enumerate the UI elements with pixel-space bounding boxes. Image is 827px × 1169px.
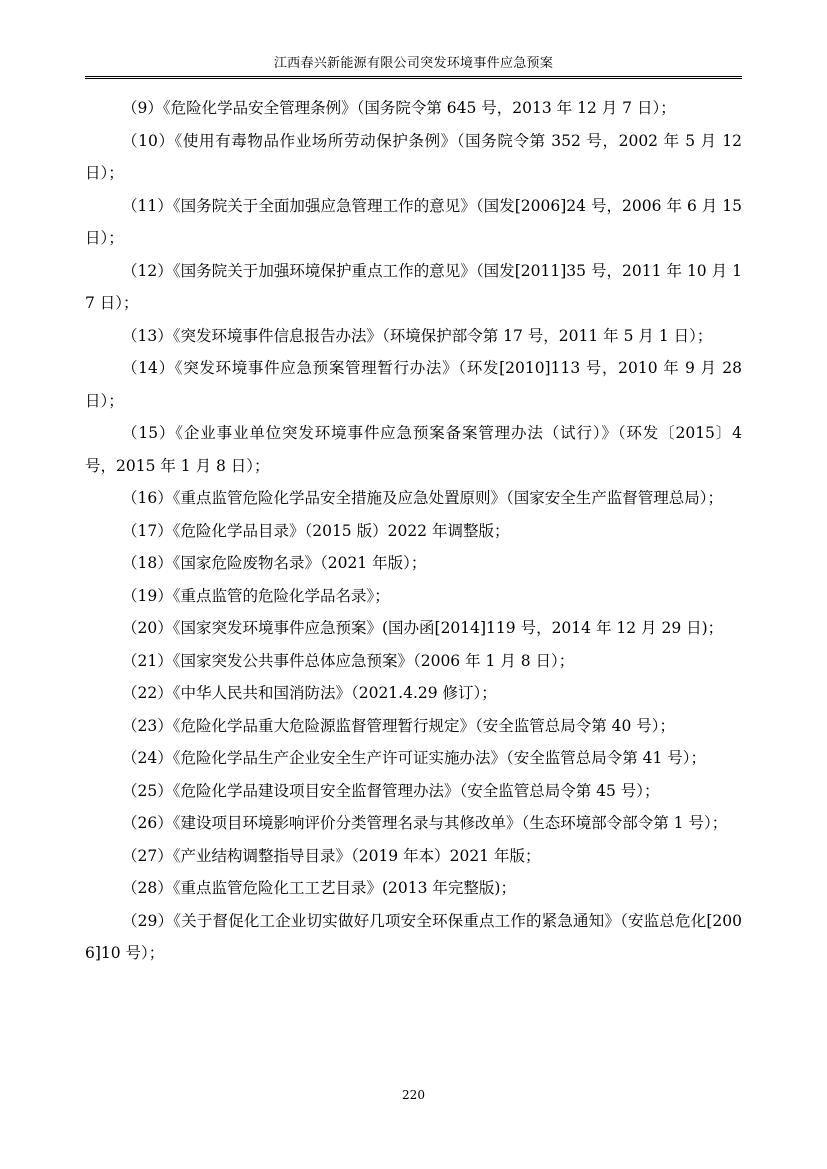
list-item: （12）《国务院关于加强环境保护重点工作的意见》（国发[2011]35 号，2011 年 10 月 17 日）； xyxy=(85,261,742,312)
list-item: （11）《国务院关于全面加强应急管理工作的意见》（国发[2006]24 号，2006 年 6 月 15 日）； xyxy=(85,196,742,247)
list-item: （19）《重点监管的危险化学品名录》； xyxy=(122,586,390,605)
list-item: （20）《国家突发环境事件应急预案》(国办函[2014]119 号，2014 年 12 月 29 日)； xyxy=(122,619,724,637)
list-item: （29）《关于督促化工企业切实做好几项安全环保重点工作的紧急通知》（安监总危化[2006]10 号）； xyxy=(85,911,742,962)
list-item: （17）《危险化学品目录》（2015 版）2022 年调整版； xyxy=(122,521,510,540)
regulation-list xyxy=(85,92,742,970)
list-item: （24）《危险化学品生产企业安全生产许可证实施办法》（安全监管总局令第 41 号）； xyxy=(122,749,707,767)
list-item: （26）《建设项目环境影响评价分类管理名录与其修改单》（生态环境部令部令第 1 号）； xyxy=(122,814,728,832)
list-item: （13）《突发环境事件信息报告办法》（环境保护部令第 17 号，2011 年 5 月 1 日）； xyxy=(122,326,713,345)
list-item: （21）《国家突发公共事件总体应急预案》（2006 年 1 月 8 日）； xyxy=(122,651,575,670)
list-item: （18）《国家危险废物名录》（2021 年版）； xyxy=(122,554,427,572)
list-item: （14）《突发环境事件应急预案管理暂行办法》（环发[2010]113 号，2010 年 9 月 28 日）； xyxy=(85,359,742,410)
list-item: （25）《危险化学品建设项目安全监督管理办法》（安全监管总局令第 45 号）； xyxy=(122,781,660,800)
list-item: （16）《重点监管危险化学品安全措施及应急处置原则》（国家安全生产监督管理总局）； xyxy=(122,489,723,507)
header-divider xyxy=(85,76,742,79)
page-header-title: 江西春兴新能源有限公司突发环境事件应急预案 xyxy=(273,56,554,71)
page-number: 220 xyxy=(402,1088,425,1102)
list-item: （9）《危险化学品安全管理条例》（国务院令第 645 号，2013 年 12 月 7 日）； xyxy=(122,99,676,117)
list-item: （10）《使用有毒物品作业场所劳动保护条例》（国务院令第 352 号，2002 年 5 月 12 日）； xyxy=(85,131,742,182)
list-item: （22）《中华人民共和国消防法》（2021.4.29 修订）； xyxy=(122,684,497,702)
list-item: （23）《危险化学品重大危险源监督管理暂行规定》（安全监管总局令第 40 号）； xyxy=(122,716,676,735)
list-item: （28）《重点监管危险化工工艺目录》(2013 年完整版)； xyxy=(122,879,516,897)
list-item: （27）《产业结构调整指导目录》（2019 年本）2021 年版； xyxy=(122,846,541,865)
list-item: （15）《企业事业单位突发环境事件应急预案备案管理办法（试行）》（环发〔2015〕4 号，2015 年 1 月 8 日）； xyxy=(85,424,742,475)
